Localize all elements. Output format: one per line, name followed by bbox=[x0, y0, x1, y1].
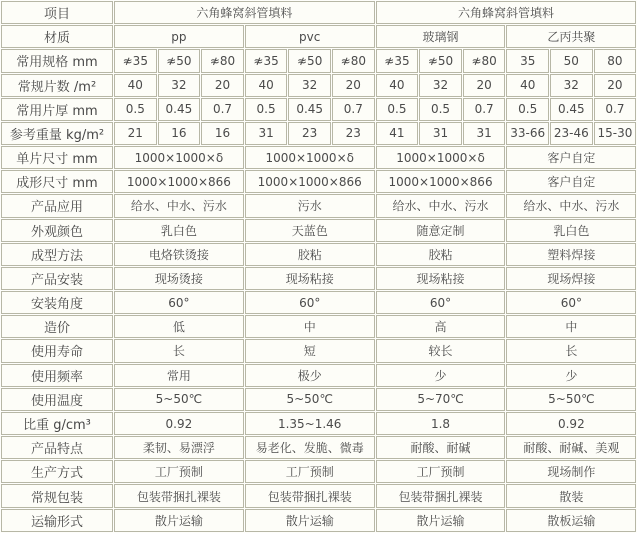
table-cell: 少 bbox=[506, 364, 636, 387]
table-cell: 1000×1000×866 bbox=[376, 170, 506, 193]
table-row bbox=[1, 122, 636, 145]
table-cell: 0.7 bbox=[594, 98, 637, 121]
row-label: 参考重量 kg/m² bbox=[1, 122, 113, 145]
table-row bbox=[1, 267, 636, 290]
table-row bbox=[1, 243, 636, 266]
table-cell: 胶粘 bbox=[245, 243, 375, 266]
table-cell: 40 bbox=[114, 74, 157, 97]
row-label: 产品特点 bbox=[1, 436, 113, 459]
table-cell: 5~50℃ bbox=[245, 388, 375, 411]
table-cell: 低 bbox=[114, 315, 244, 338]
table-row bbox=[1, 25, 636, 48]
table-cell: 工厂预制 bbox=[114, 460, 244, 483]
table-cell: 现场烫接 bbox=[114, 267, 244, 290]
table-cell: ≉80 bbox=[463, 49, 506, 72]
table-cell: 16 bbox=[201, 122, 244, 145]
table-cell: 长 bbox=[506, 339, 636, 362]
table-row bbox=[1, 460, 636, 483]
row-label: 运输形式 bbox=[1, 509, 113, 532]
table-cell: 23-46 bbox=[550, 122, 593, 145]
table-cell: 现场制作 bbox=[506, 460, 636, 483]
row-label: 使用寿命 bbox=[1, 339, 113, 362]
row-label: 成型方法 bbox=[1, 243, 113, 266]
table-cell: 工厂预制 bbox=[245, 460, 375, 483]
row-label: 产品应用 bbox=[1, 194, 113, 217]
table-cell: 工厂预制 bbox=[376, 460, 506, 483]
table-cell: 23 bbox=[332, 122, 375, 145]
table-cell: 20 bbox=[594, 74, 637, 97]
table-cell: 0.92 bbox=[114, 412, 244, 435]
table-row bbox=[1, 1, 636, 24]
row-label: 项目 bbox=[1, 1, 113, 24]
table-cell: 耐酸、耐碱、美观 bbox=[506, 436, 636, 459]
table-row bbox=[1, 339, 636, 362]
table-cell: 随意定制 bbox=[376, 219, 506, 242]
table-cell: 32 bbox=[419, 74, 462, 97]
table-cell: 电烙铁烫接 bbox=[114, 243, 244, 266]
row-label: 单片尺寸 mm bbox=[1, 146, 113, 169]
table-cell: 0.92 bbox=[506, 412, 636, 435]
table-cell: 污水 bbox=[245, 194, 375, 217]
table-cell: 16 bbox=[158, 122, 201, 145]
table-cell: 40 bbox=[376, 74, 419, 97]
table-row bbox=[1, 146, 636, 169]
table-cell: 现场粘接 bbox=[376, 267, 506, 290]
table-cell: 0.45 bbox=[288, 98, 331, 121]
table-cell: 0.5 bbox=[376, 98, 419, 121]
table-cell: 极少 bbox=[245, 364, 375, 387]
table-cell: 5~50℃ bbox=[114, 388, 244, 411]
table-cell: pvc bbox=[245, 25, 375, 48]
table-cell: 乳白色 bbox=[506, 219, 636, 242]
table-cell: 包装带捆扎裸装 bbox=[376, 484, 506, 507]
table-cell: 0.5 bbox=[419, 98, 462, 121]
table-row bbox=[1, 291, 636, 314]
table-cell: 耐酸、耐碱 bbox=[376, 436, 506, 459]
table-cell: 60° bbox=[506, 291, 636, 314]
table-cell: 1.35~1.46 bbox=[245, 412, 375, 435]
table-row bbox=[1, 219, 636, 242]
table-cell: 包装带捆扎裸装 bbox=[245, 484, 375, 507]
table-row bbox=[1, 364, 636, 387]
table-cell: 乙丙共聚 bbox=[506, 25, 636, 48]
table-cell: 给水、中水、污水 bbox=[376, 194, 506, 217]
row-label: 安装角度 bbox=[1, 291, 113, 314]
table-cell: 1000×1000×δ bbox=[245, 146, 375, 169]
table-cell: 短 bbox=[245, 339, 375, 362]
table-cell: 1000×1000×866 bbox=[245, 170, 375, 193]
table-cell: 长 bbox=[114, 339, 244, 362]
table-cell: 易老化、发脆、微毒 bbox=[245, 436, 375, 459]
table-cell: 六角蜂窝斜管填料 bbox=[376, 1, 637, 24]
table-cell: 0.7 bbox=[463, 98, 506, 121]
table-cell: 中 bbox=[506, 315, 636, 338]
table-cell: 21 bbox=[114, 122, 157, 145]
table-cell: 20 bbox=[463, 74, 506, 97]
table-cell: ≉35 bbox=[245, 49, 288, 72]
table-cell: 33-66 bbox=[506, 122, 549, 145]
table-cell: 现场粘接 bbox=[245, 267, 375, 290]
row-label: 成形尺寸 mm bbox=[1, 170, 113, 193]
table-cell: ≉35 bbox=[114, 49, 157, 72]
table-row bbox=[1, 74, 636, 97]
table-cell: 散片运输 bbox=[114, 509, 244, 532]
row-label: 常规片数 /m² bbox=[1, 74, 113, 97]
table-cell: 给水、中水、污水 bbox=[506, 194, 636, 217]
table-cell: 0.5 bbox=[506, 98, 549, 121]
table-cell: 20 bbox=[332, 74, 375, 97]
table-cell: 中 bbox=[245, 315, 375, 338]
table-cell: 60° bbox=[376, 291, 506, 314]
table-cell: 柔韧、易漂浮 bbox=[114, 436, 244, 459]
table-cell: ≉35 bbox=[376, 49, 419, 72]
table-cell: 客户自定 bbox=[506, 170, 636, 193]
table-cell: 0.7 bbox=[201, 98, 244, 121]
table-cell: ≉50 bbox=[288, 49, 331, 72]
table-cell: 20 bbox=[201, 74, 244, 97]
table-cell: 5~70℃ bbox=[376, 388, 506, 411]
table-cell: 高 bbox=[376, 315, 506, 338]
table-cell: 六角蜂窝斜管填料 bbox=[114, 1, 375, 24]
table-cell: 32 bbox=[550, 74, 593, 97]
table-cell: 常用 bbox=[114, 364, 244, 387]
table-cell: 给水、中水、污水 bbox=[114, 194, 244, 217]
table-cell: ≉80 bbox=[332, 49, 375, 72]
table-cell: 1000×1000×δ bbox=[114, 146, 244, 169]
table-row bbox=[1, 170, 636, 193]
table-row bbox=[1, 98, 636, 121]
table-cell: 乳白色 bbox=[114, 219, 244, 242]
row-label: 生产方式 bbox=[1, 460, 113, 483]
table-row bbox=[1, 315, 636, 338]
table-cell: 40 bbox=[245, 74, 288, 97]
table-cell: 散板运输 bbox=[506, 509, 636, 532]
row-label: 比重 g/cm³ bbox=[1, 412, 113, 435]
table-cell: ≉50 bbox=[419, 49, 462, 72]
table-cell: 31 bbox=[419, 122, 462, 145]
table-cell: 41 bbox=[376, 122, 419, 145]
table-row bbox=[1, 412, 636, 435]
table-cell: 23 bbox=[288, 122, 331, 145]
row-label: 产品安装 bbox=[1, 267, 113, 290]
row-label: 材质 bbox=[1, 25, 113, 48]
table-row bbox=[1, 388, 636, 411]
table-cell: pp bbox=[114, 25, 244, 48]
table-cell: 31 bbox=[463, 122, 506, 145]
table-cell: 包装带捆扎裸装 bbox=[114, 484, 244, 507]
table-cell: 5~50℃ bbox=[506, 388, 636, 411]
table-cell: 客户自定 bbox=[506, 146, 636, 169]
table-cell: 胶粘 bbox=[376, 243, 506, 266]
table-cell: 60° bbox=[114, 291, 244, 314]
table-cell: 35 bbox=[506, 49, 549, 72]
table-cell: 15-30 bbox=[594, 122, 637, 145]
table-cell: 天蓝色 bbox=[245, 219, 375, 242]
table-cell: 1000×1000×δ bbox=[376, 146, 506, 169]
table-cell: 0.5 bbox=[114, 98, 157, 121]
table-row bbox=[1, 436, 636, 459]
table-cell: 0.45 bbox=[550, 98, 593, 121]
table-cell: 50 bbox=[550, 49, 593, 72]
table-cell: 1.8 bbox=[376, 412, 506, 435]
table-cell: 60° bbox=[245, 291, 375, 314]
row-label: 外观颜色 bbox=[1, 219, 113, 242]
table-cell: 32 bbox=[288, 74, 331, 97]
table-cell: 32 bbox=[158, 74, 201, 97]
table-cell: 0.5 bbox=[245, 98, 288, 121]
table-cell: 40 bbox=[506, 74, 549, 97]
table-cell: 1000×1000×866 bbox=[114, 170, 244, 193]
table-cell: 散装 bbox=[506, 484, 636, 507]
row-label: 常用规格 mm bbox=[1, 49, 113, 72]
table-cell: 散片运输 bbox=[245, 509, 375, 532]
table-cell: 0.7 bbox=[332, 98, 375, 121]
row-label: 造价 bbox=[1, 315, 113, 338]
table-cell: 0.45 bbox=[158, 98, 201, 121]
spec-table-body bbox=[1, 1, 636, 532]
row-label: 常规包装 bbox=[1, 484, 113, 507]
table-cell: 散片运输 bbox=[376, 509, 506, 532]
table-cell: ≉80 bbox=[201, 49, 244, 72]
table-cell: 玻璃钢 bbox=[376, 25, 506, 48]
table-cell: 塑料焊接 bbox=[506, 243, 636, 266]
table-cell: 少 bbox=[376, 364, 506, 387]
row-label: 使用频率 bbox=[1, 364, 113, 387]
table-cell: 现场焊接 bbox=[506, 267, 636, 290]
table-row bbox=[1, 194, 636, 217]
row-label: 常用片厚 mm bbox=[1, 98, 113, 121]
table-cell: 31 bbox=[245, 122, 288, 145]
table-row bbox=[1, 49, 636, 72]
table-row bbox=[1, 484, 636, 507]
table-row bbox=[1, 509, 636, 532]
table-cell: ≉50 bbox=[158, 49, 201, 72]
table-cell: 较长 bbox=[376, 339, 506, 362]
table-cell: 80 bbox=[594, 49, 637, 72]
row-label: 使用温度 bbox=[1, 388, 113, 411]
